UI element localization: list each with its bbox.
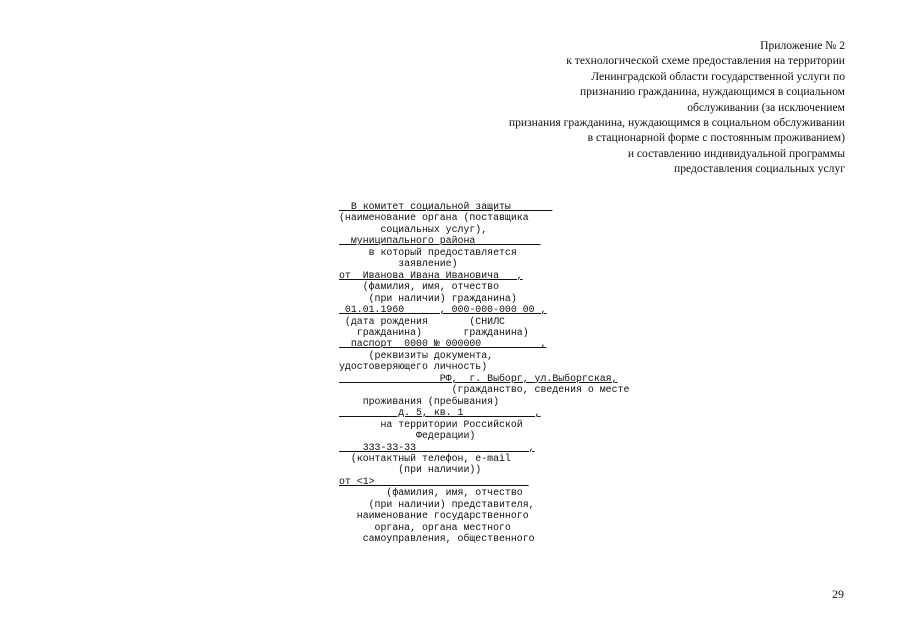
appendix-line: в стационарной форме с постоянным проживанием) [587,131,845,145]
appendix-line: к технологической схеме предоставления на территории [566,54,845,68]
appendix-line: обслуживании (за исключением [687,100,845,114]
form-caption: Федерации) [339,430,476,442]
form-caption: удостоверяющего личность) [339,361,488,373]
appendix-title: Приложение № 2 [760,39,845,52]
field-district: муниципального района [339,235,541,247]
field-applicant-name: от Иванова Ивана Ивановича , [339,269,523,281]
appendix-line: и составлению индивидуальной программы [627,146,845,160]
form-caption: социальных услуг), [339,223,488,235]
appendix-line: признания гражданина, нуждающимся в социальном обслуживании [508,116,845,130]
form-caption: (реквизиты документа, [339,349,494,361]
field-house-apartment: д. 5, кв. 1 , [339,407,541,419]
form-caption: (наименование органа (поставщика [339,212,529,224]
appendix-line: Ленинградской области государственной услуги по [591,69,845,83]
field-citizenship-address: РФ, г. Выборг, ул.Выборгская, [339,372,618,384]
field-birthdate-snils: 01.01.1960 , 000-000-000 00 , [339,304,547,316]
form-caption: (при наличии) представителя, [339,498,535,510]
field-passport: паспорт 0000 № 000000 , [339,338,547,350]
form-caption: заявление) [339,258,458,270]
form-caption: (при наличии) гражданина) [339,292,517,304]
appendix-line: признанию гражданина, нуждающимся в социальном [580,85,845,99]
form-caption: гражданина) гражданина) [339,326,529,338]
form-caption: проживания (пребывания) [339,395,500,407]
form-caption: (дата рождения (СНИЛС [339,315,505,327]
field-representative: от <1> [339,475,529,487]
application-form [339,201,629,545]
page-number: 29 [832,587,844,601]
field-recipient-organ: В комитет социальной защиты [339,201,553,212]
appendix-header [425,38,845,177]
form-caption: в который предоставляется [339,246,517,258]
form-caption: (фамилия, имя, отчество [339,487,523,499]
form-caption: (гражданство, сведения о месте [339,384,630,396]
form-caption: органа, органа местного [339,521,511,533]
form-caption: (фамилия, имя, отчество [339,281,500,293]
field-phone: 333-33-33 , [339,441,535,453]
form-caption: (при наличии)) [339,464,482,476]
form-caption: на территории Российской [339,418,523,430]
form-caption: самоуправления, общественного [339,533,535,545]
form-caption: наименование государственного [339,510,529,522]
appendix-line: предоставления социальных услуг [673,162,845,176]
form-caption: (контактный телефон, e-mail [339,452,511,464]
